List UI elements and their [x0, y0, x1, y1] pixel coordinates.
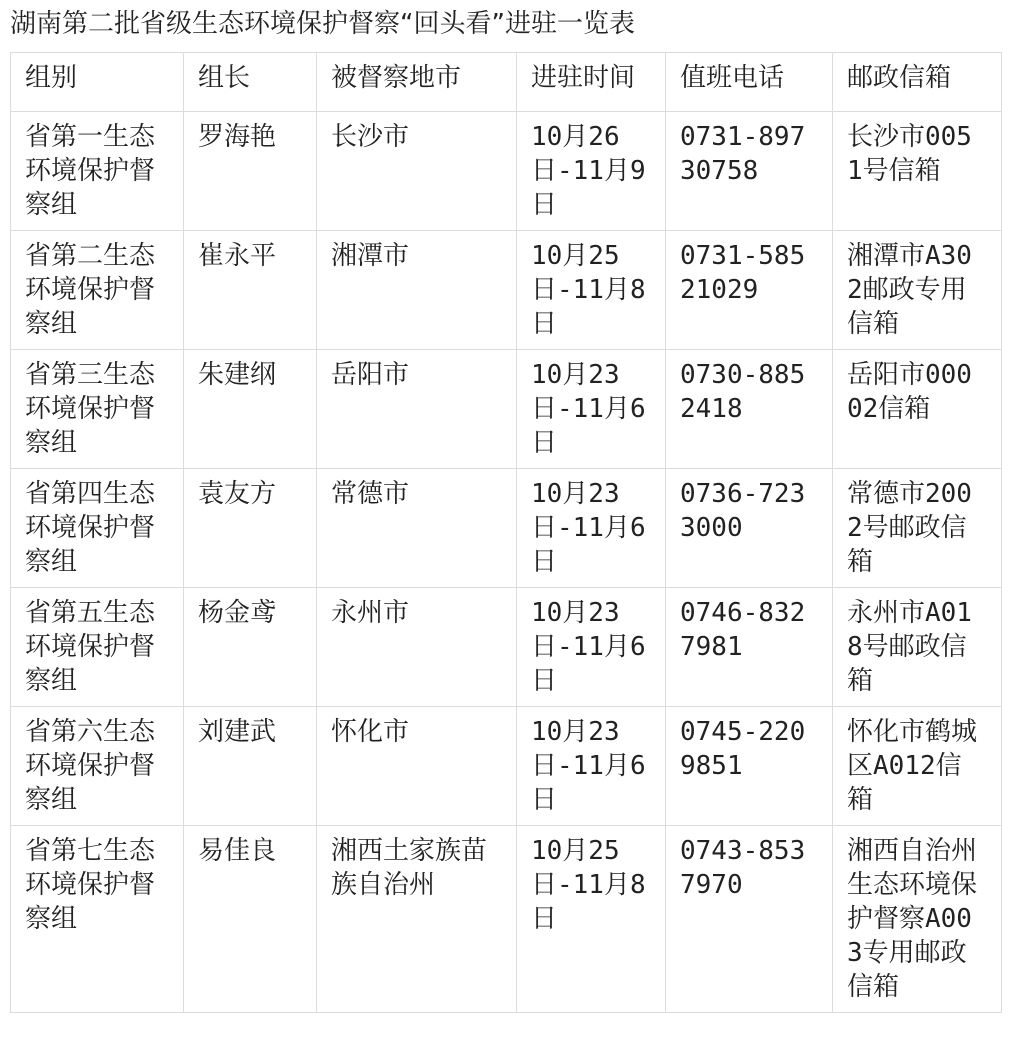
cell-mailbox: 湘潭市A302邮政专用信箱 [833, 231, 1002, 350]
header-phone: 值班电话 [666, 53, 833, 112]
cell-group: 省第三生态环境保护督察组 [11, 350, 184, 469]
cell-group: 省第一生态环境保护督察组 [11, 112, 184, 231]
header-mailbox: 邮政信箱 [833, 53, 1002, 112]
cell-city: 怀化市 [317, 707, 517, 826]
header-group: 组别 [11, 53, 184, 112]
cell-period: 10月23日-11月6日 [517, 469, 666, 588]
header-period: 进驻时间 [517, 53, 666, 112]
cell-leader: 朱建纲 [184, 350, 317, 469]
inspection-schedule-table [10, 52, 1002, 1013]
cell-leader: 袁友方 [184, 469, 317, 588]
cell-period: 10月23日-11月6日 [517, 350, 666, 469]
cell-mailbox: 湘西自治州生态环境保护督察A003专用邮政信箱 [833, 826, 1002, 1013]
cell-city: 湘西土家族苗族自治州 [317, 826, 517, 1013]
table-row [11, 112, 1002, 231]
cell-phone: 0736-7233000 [666, 469, 833, 588]
cell-phone: 0746-8327981 [666, 588, 833, 707]
cell-city: 永州市 [317, 588, 517, 707]
cell-group: 省第六生态环境保护督察组 [11, 707, 184, 826]
cell-leader: 易佳良 [184, 826, 317, 1013]
header-leader: 组长 [184, 53, 317, 112]
header-city: 被督察地市 [317, 53, 517, 112]
table-row [11, 707, 1002, 826]
cell-phone: 0730-8852418 [666, 350, 833, 469]
cell-mailbox: 永州市A018号邮政信箱 [833, 588, 1002, 707]
cell-phone: 0731-89730758 [666, 112, 833, 231]
cell-leader: 杨金鸢 [184, 588, 317, 707]
table-header-row [11, 53, 1002, 112]
cell-mailbox: 怀化市鹤城区A012信箱 [833, 707, 1002, 826]
cell-city: 湘潭市 [317, 231, 517, 350]
cell-leader: 刘建武 [184, 707, 317, 826]
cell-group: 省第七生态环境保护督察组 [11, 826, 184, 1013]
cell-phone: 0743-8537970 [666, 826, 833, 1013]
cell-phone: 0745-2209851 [666, 707, 833, 826]
cell-mailbox: 岳阳市00002信箱 [833, 350, 1002, 469]
cell-period: 10月26日-11月9日 [517, 112, 666, 231]
table-row [11, 588, 1002, 707]
cell-group: 省第四生态环境保护督察组 [11, 469, 184, 588]
cell-mailbox: 常德市2002号邮政信箱 [833, 469, 1002, 588]
cell-period: 10月25日-11月8日 [517, 231, 666, 350]
cell-group: 省第二生态环境保护督察组 [11, 231, 184, 350]
cell-leader: 崔永平 [184, 231, 317, 350]
cell-group: 省第五生态环境保护督察组 [11, 588, 184, 707]
cell-period: 10月23日-11月6日 [517, 588, 666, 707]
cell-city: 常德市 [317, 469, 517, 588]
cell-period: 10月25日-11月8日 [517, 826, 666, 1013]
table-row [11, 350, 1002, 469]
table-row [11, 231, 1002, 350]
table-row [11, 826, 1002, 1013]
table-row [11, 469, 1002, 588]
cell-city: 岳阳市 [317, 350, 517, 469]
page-title: 湖南第二批省级生态环境保护督察“回头看”进驻一览表 [10, 9, 635, 39]
cell-leader: 罗海艳 [184, 112, 317, 231]
cell-city: 长沙市 [317, 112, 517, 231]
cell-phone: 0731-58521029 [666, 231, 833, 350]
cell-period: 10月23日-11月6日 [517, 707, 666, 826]
cell-mailbox: 长沙市0051号信箱 [833, 112, 1002, 231]
